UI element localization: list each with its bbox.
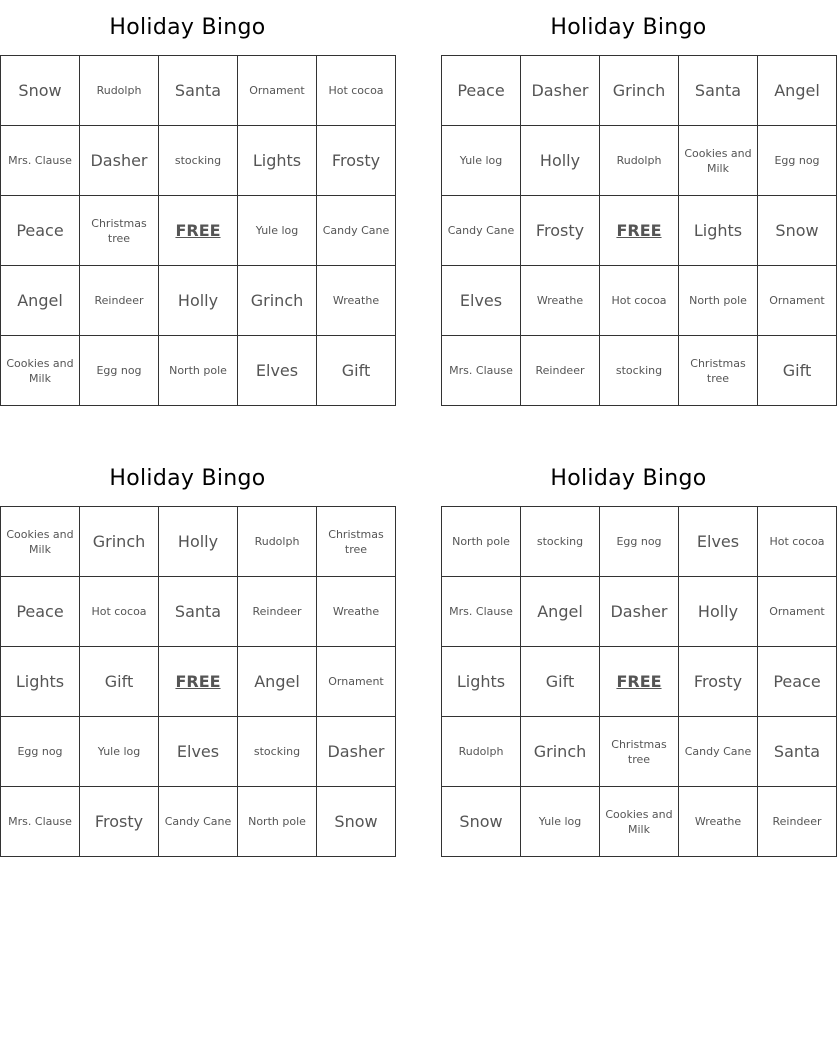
bingo-cell: Hot cocoa [317, 56, 396, 126]
bingo-cell: stocking [159, 126, 238, 196]
bingo-cell: Angel [238, 647, 317, 717]
bingo-grid [0, 506, 396, 857]
bingo-row [442, 266, 837, 336]
bingo-cell: Egg nog [758, 126, 837, 196]
card-title: Holiday Bingo [109, 466, 266, 491]
bingo-cell: Cookies and Milk [1, 507, 80, 577]
bingo-cell: Mrs. Clause [442, 577, 521, 647]
bingo-cell: Santa [159, 56, 238, 126]
bingo-cell: Peace [1, 196, 80, 266]
bingo-row [442, 336, 837, 406]
bingo-cell: stocking [238, 717, 317, 787]
bingo-cell: Lights [238, 126, 317, 196]
bingo-cell: Yule log [238, 196, 317, 266]
bingo-row [1, 126, 396, 196]
bingo-cell: Gift [80, 647, 159, 717]
bingo-cell: Grinch [521, 717, 600, 787]
bingo-cell: Hot cocoa [600, 266, 679, 336]
free-space-cell: FREE [159, 647, 238, 717]
bingo-row [1, 56, 396, 126]
bingo-cell: Ornament [238, 56, 317, 126]
bingo-cell: Peace [758, 647, 837, 717]
bingo-cell: Holly [159, 266, 238, 336]
bingo-row [442, 717, 837, 787]
card-title: Holiday Bingo [550, 466, 707, 491]
bingo-cell: Cookies and Milk [1, 336, 80, 406]
bingo-cell: Egg nog [1, 717, 80, 787]
bingo-cell: Holly [159, 507, 238, 577]
bingo-cell: Dasher [521, 56, 600, 126]
free-space-cell: FREE [159, 196, 238, 266]
bingo-grid [441, 55, 837, 406]
bingo-cell: Mrs. Clause [442, 336, 521, 406]
bingo-cell: Gift [758, 336, 837, 406]
bingo-row [442, 787, 837, 857]
bingo-cell: North pole [442, 507, 521, 577]
bingo-cell: Lights [1, 647, 80, 717]
bingo-row [442, 507, 837, 577]
bingo-cell: Rudolph [80, 56, 159, 126]
bingo-cell: Elves [679, 507, 758, 577]
bingo-cell: Dasher [317, 717, 396, 787]
bingo-row [442, 126, 837, 196]
bingo-row [442, 577, 837, 647]
bingo-cell: Holly [679, 577, 758, 647]
bingo-cell: Christmas tree [679, 336, 758, 406]
bingo-grid [0, 55, 396, 406]
bingo-cell: North pole [159, 336, 238, 406]
bingo-cell: Mrs. Clause [1, 126, 80, 196]
bingo-cell: Dasher [600, 577, 679, 647]
bingo-cell: Cookies and Milk [679, 126, 758, 196]
bingo-cell: stocking [600, 336, 679, 406]
bingo-cell: Gift [317, 336, 396, 406]
bingo-cell: Elves [159, 717, 238, 787]
bingo-cell: Yule log [521, 787, 600, 857]
bingo-row [1, 647, 396, 717]
bingo-cell: North pole [238, 787, 317, 857]
bingo-cell: Yule log [442, 126, 521, 196]
bingo-row [1, 577, 396, 647]
bingo-cell: Peace [442, 56, 521, 126]
bingo-cell: Hot cocoa [758, 507, 837, 577]
bingo-cell: Ornament [317, 647, 396, 717]
bingo-cell: Santa [159, 577, 238, 647]
bingo-cell: Reindeer [80, 266, 159, 336]
bingo-cell: Angel [521, 577, 600, 647]
bingo-cell: Mrs. Clause [1, 787, 80, 857]
bingo-grid [441, 506, 837, 857]
bingo-cell: Ornament [758, 577, 837, 647]
bingo-cell: Wreathe [317, 577, 396, 647]
bingo-cell: Lights [679, 196, 758, 266]
bingo-cell: Frosty [521, 196, 600, 266]
bingo-cell: Ornament [758, 266, 837, 336]
bingo-cell: Snow [758, 196, 837, 266]
bingo-cell: Frosty [80, 787, 159, 857]
bingo-cell: Santa [679, 56, 758, 126]
bingo-cell: Reindeer [758, 787, 837, 857]
bingo-cell: Snow [317, 787, 396, 857]
bingo-cell: Christmas tree [317, 507, 396, 577]
bingo-card-4 [441, 451, 825, 857]
bingo-cell: Christmas tree [600, 717, 679, 787]
bingo-cell: Elves [238, 336, 317, 406]
bingo-cell: Reindeer [521, 336, 600, 406]
bingo-card-1 [0, 0, 390, 406]
bingo-row [1, 196, 396, 266]
bingo-cell: Dasher [80, 126, 159, 196]
bingo-cell: Wreathe [679, 787, 758, 857]
bingo-cell: Candy Cane [159, 787, 238, 857]
bingo-cell: Gift [521, 647, 600, 717]
bingo-cell: Grinch [600, 56, 679, 126]
bingo-cell: Angel [1, 266, 80, 336]
bingo-cell: Angel [758, 56, 837, 126]
bingo-cell: Santa [758, 717, 837, 787]
bingo-cell: Candy Cane [679, 717, 758, 787]
free-space-cell: FREE [600, 196, 679, 266]
bingo-row [1, 787, 396, 857]
bingo-row [442, 196, 837, 266]
bingo-card-3 [0, 451, 385, 857]
bingo-cell: Elves [442, 266, 521, 336]
bingo-row [1, 266, 396, 336]
bingo-cell: Candy Cane [317, 196, 396, 266]
bingo-cell: Hot cocoa [80, 577, 159, 647]
bingo-cell: Grinch [238, 266, 317, 336]
bingo-row [442, 647, 837, 717]
card-title: Holiday Bingo [550, 15, 707, 40]
bingo-cell: Egg nog [80, 336, 159, 406]
bingo-cell: Peace [1, 577, 80, 647]
bingo-row [442, 56, 837, 126]
bingo-cell: Rudolph [442, 717, 521, 787]
bingo-cell: Yule log [80, 717, 159, 787]
bingo-cell: Candy Cane [442, 196, 521, 266]
bingo-cell: Holly [521, 126, 600, 196]
bingo-cell: Frosty [679, 647, 758, 717]
bingo-cell: Wreathe [521, 266, 600, 336]
card-title: Holiday Bingo [109, 15, 266, 40]
bingo-cell: stocking [521, 507, 600, 577]
bingo-cell: Rudolph [600, 126, 679, 196]
bingo-card-2 [441, 0, 825, 406]
bingo-cell: Snow [442, 787, 521, 857]
bingo-cell: Cookies and Milk [600, 787, 679, 857]
bingo-row [1, 336, 396, 406]
bingo-row [1, 717, 396, 787]
bingo-cell: Snow [1, 56, 80, 126]
bingo-row [1, 507, 396, 577]
bingo-cell: Christmas tree [80, 196, 159, 266]
bingo-cell: Grinch [80, 507, 159, 577]
bingo-cell: North pole [679, 266, 758, 336]
bingo-cell: Lights [442, 647, 521, 717]
free-space-cell: FREE [600, 647, 679, 717]
bingo-cell: Frosty [317, 126, 396, 196]
bingo-cell: Egg nog [600, 507, 679, 577]
bingo-cell: Wreathe [317, 266, 396, 336]
bingo-cell: Rudolph [238, 507, 317, 577]
bingo-cell: Reindeer [238, 577, 317, 647]
